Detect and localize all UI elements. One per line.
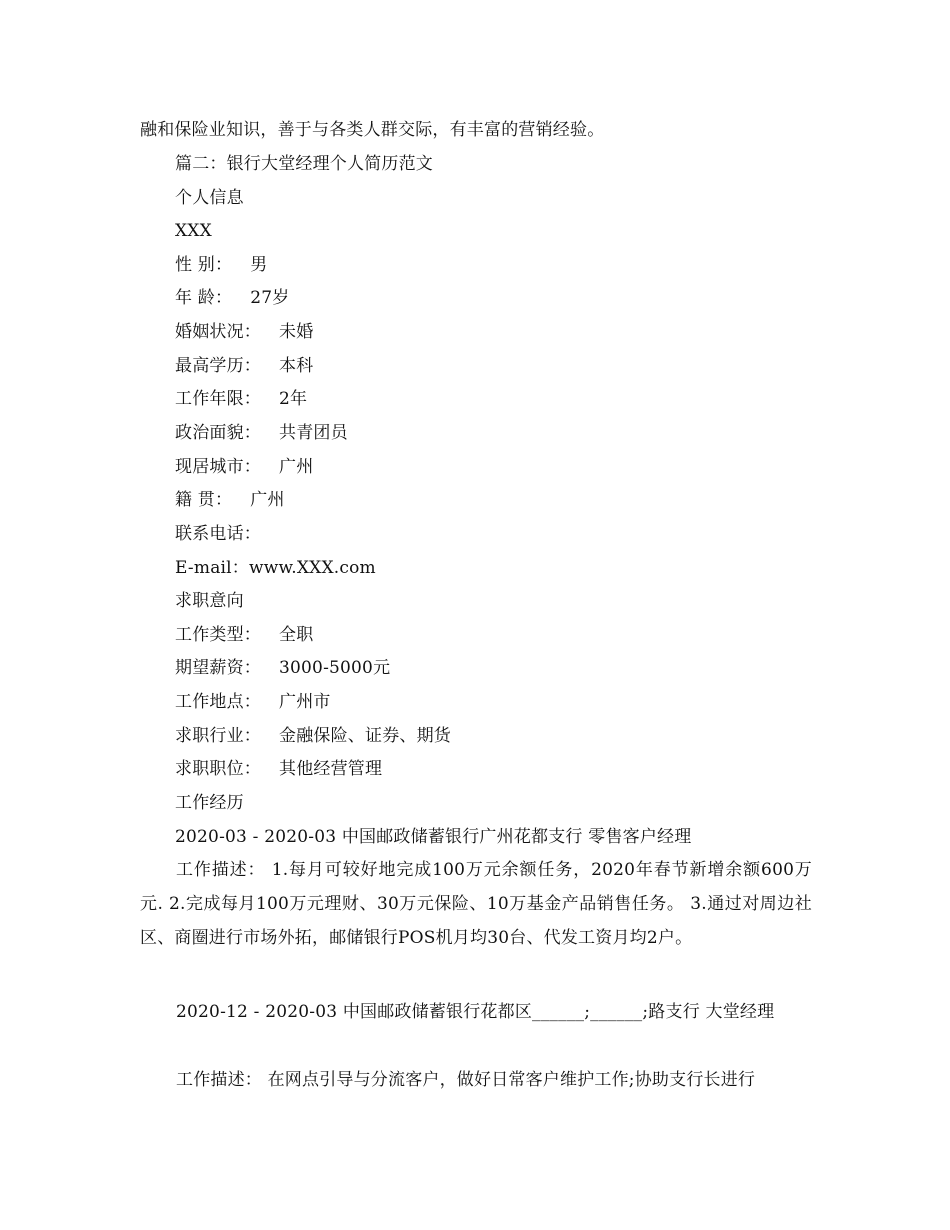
job2-title: 2020-12 - 2020-03 中国邮政储蓄银行花都区______;______;路支行 大堂经理 xyxy=(176,1002,775,1022)
age-row xyxy=(175,281,812,315)
age-value: 27岁 xyxy=(250,288,290,308)
city-row xyxy=(175,450,812,484)
marital-row xyxy=(175,315,812,349)
job1-title: 2020-03 - 2020-03 中国邮政储蓄银行广州花都支行 零售客户经理 xyxy=(175,827,692,847)
industry-row xyxy=(175,719,812,753)
years-label: 工作年限： xyxy=(175,389,261,409)
origin-value: 广州 xyxy=(250,490,285,510)
position-row xyxy=(175,752,812,786)
education-value: 本科 xyxy=(279,356,314,376)
gender-value: 男 xyxy=(250,255,268,275)
position-value: 其他经营管理 xyxy=(279,759,383,779)
section-heading-experience: 工作经历 xyxy=(175,793,244,813)
job2-description: 工作描述： 在网点引导与分流客户，做好日常客户维护工作;协助支行长进行 xyxy=(176,1070,756,1090)
location-label: 工作地点： xyxy=(175,692,261,712)
location-value: 广州市 xyxy=(279,692,331,712)
salary-row xyxy=(175,651,812,685)
political-label: 政治面貌： xyxy=(175,423,261,443)
origin-row xyxy=(175,483,812,517)
marital-label: 婚姻状况： xyxy=(175,322,261,342)
city-value: 广州 xyxy=(279,457,314,477)
job-type-value: 全职 xyxy=(279,625,314,645)
gender-row xyxy=(175,248,812,282)
industry-value: 金融保险、证券、期货 xyxy=(279,726,451,746)
job-type-label: 工作类型： xyxy=(175,625,261,645)
city-label: 现居城市： xyxy=(175,457,261,477)
salary-label: 期望薪资： xyxy=(175,658,261,678)
name-line: XXX xyxy=(175,221,212,241)
education-label: 最高学历： xyxy=(175,356,261,376)
section-heading-personal: 个人信息 xyxy=(175,188,244,208)
education-row xyxy=(175,349,812,383)
origin-label: 籍 贯： xyxy=(175,490,233,510)
section-heading-intent: 求职意向 xyxy=(175,591,244,611)
industry-label: 求职行业： xyxy=(175,726,261,746)
years-value: 2年 xyxy=(279,389,308,409)
years-row xyxy=(175,382,812,416)
job-type-row xyxy=(175,618,812,652)
political-row xyxy=(175,416,812,450)
text-line: 融和保险业知识，善于与各类人群交际，有丰富的营销经验。 xyxy=(140,120,605,140)
political-value: 共青团员 xyxy=(279,423,348,443)
section-title: 篇二：银行大堂经理个人简历范文 xyxy=(175,154,433,174)
phone-row: 联系电话： xyxy=(175,524,261,544)
gender-label: 性 别： xyxy=(175,255,233,275)
position-label: 求职职位： xyxy=(175,759,261,779)
email-row: E-mail：www.XXX.com xyxy=(175,558,376,578)
age-label: 年 龄： xyxy=(175,288,233,308)
job1-description: 工作描述： 1.每月可较好地完成100万元余额任务，2020年春节新增余额600万元. 2.完成每月100万元理财、30万元保险、10万基金产品销售任务。 3.通过对周边社区、商圈进行市场外拓，邮储银行POS机月均30台、代发工资月均2户。 xyxy=(140,860,812,948)
location-row xyxy=(175,685,812,719)
marital-value: 未婚 xyxy=(279,322,314,342)
salary-value: 3000-5000元 xyxy=(279,658,391,678)
